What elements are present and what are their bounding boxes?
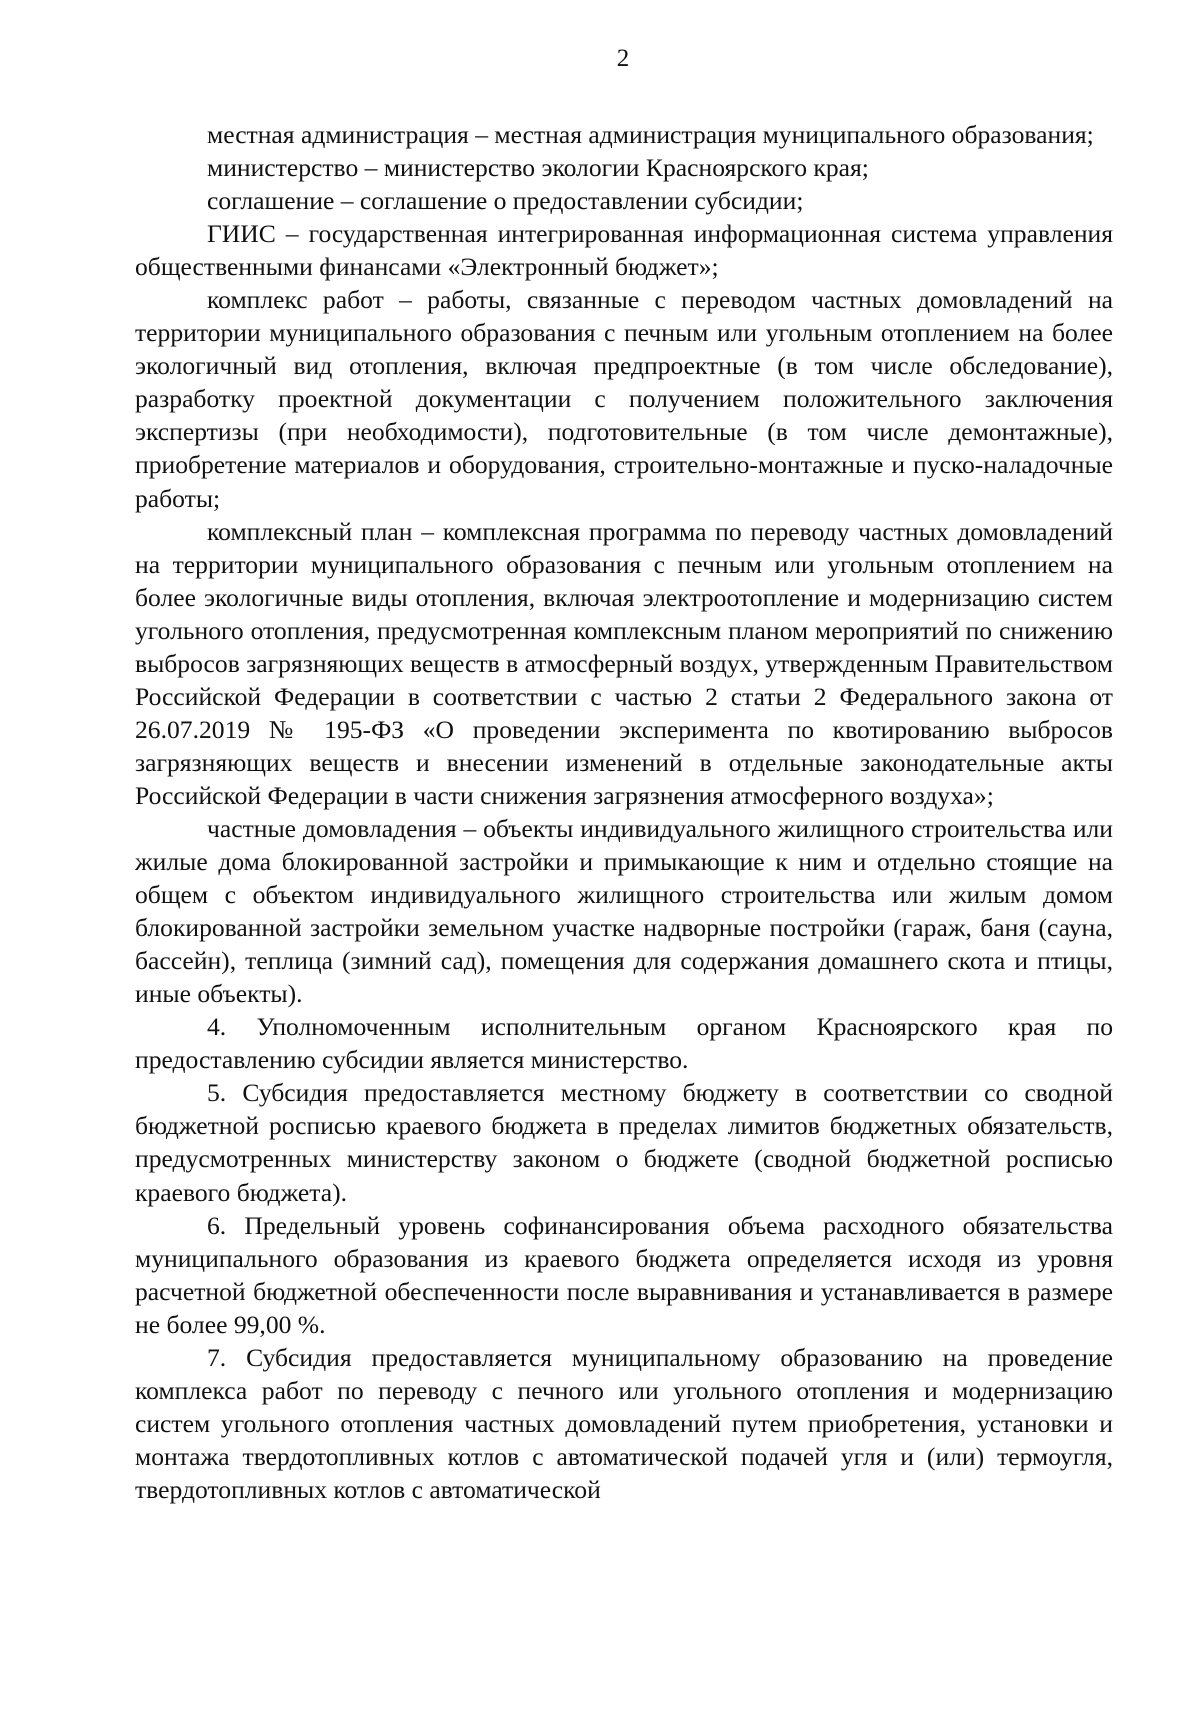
- clause-5: 5. Субсидия предоставляется местному бюджету в соответствии со сводной бюджетной росписью краевого бюджета в пределах лимитов бюджетных обязательств, предусмотренных министерству законом о бюджете (сводной бюджетной росписью краевого бюджета).: [135, 1078, 1113, 1207]
- definition-ministry: министерство – министерство экологии Красноярского края;: [207, 153, 869, 183]
- definition-private-households: частные домовладения – объекты индивидуального жилищного строительства или жилые дома блокированной застройки и примыкающие к ним и отдельно стоящие на общем с объектом индивидуального жилищного строительства или жилым домом блокированной застройки земельном участке надворные постройки (гараж, баня (сауна, бассейн), теплица (зимний сад), помещения для содержания домашнего скота и птицы, иные объекты).: [135, 813, 1113, 1009]
- clause-6: 6. Предельный уровень софинансирования объема расходного обязательства муниципального образования из краевого бюджета определяется исходя из уровня расчетной бюджетной обеспеченности после выравнивания и устанавливается в размере не более 99,00 %.: [135, 1210, 1113, 1339]
- document-body: [135, 118, 1113, 1506]
- definition-giis: ГИИС – государственная интегрированная информационная система управления общественными финансами «Электронный бюджет»;: [135, 219, 1113, 282]
- definition-agreement: соглашение – соглашение о предоставлении субсидии;: [207, 186, 804, 216]
- page-number: 2: [616, 45, 630, 72]
- definition-local-administration: местная администрация – местная администрация муниципального образования;: [207, 120, 1094, 149]
- clause-4: 4. Уполномоченным исполнительным органом Красноярского края по предоставлению субсидии является министерство.: [135, 1012, 1113, 1075]
- clause-7: 7. Субсидия предоставляется муниципальному образованию на проведение комплекса работ по переводу с печного или угольного отопления и модернизацию систем угольного отопления частных домовладений путем приобретения, установки и монтажа твердотопливных котлов с автоматической подачей угля и (или) термоугля, твердотопливных котлов с автоматической: [135, 1342, 1113, 1504]
- definition-complex-plan: комплексный план – комплексная программа по переводу частных домовладений на территории муниципального образования с печным или угольным отоплением на более экологичные виды отопления, включая электроотопление и модернизацию систем угольного отопления, предусмотренная комплексным планом мероприятий по снижению выбросов загрязняющих веществ в атмосферный воздух, утвержденным Правительством Российской Федерации в соответствии с частью 2 статьи 2 Федерального закона от 26.07.2019 № 195-ФЗ «О проведении эксперимента по квотированию выбросов загрязняющих веществ и внесении изменений в отдельные законодательные акты Российской Федерации в части снижения загрязнения атмосферного воздуха»;: [135, 516, 1113, 810]
- definition-complex-of-works: комплекс работ – работы, связанные с переводом частных домовладений на территории муниципального образования с печным или угольным отоплением на более экологичный вид отопления, включая предпроектные (в том числе обследование), разработку проектной документации с получением положительного заключения экспертизы (при необходимости), подготовительные (в том числе демонтажные), приобретение материалов и оборудования, строительно-монтажные и пуско-наладочные работы;: [135, 285, 1113, 513]
